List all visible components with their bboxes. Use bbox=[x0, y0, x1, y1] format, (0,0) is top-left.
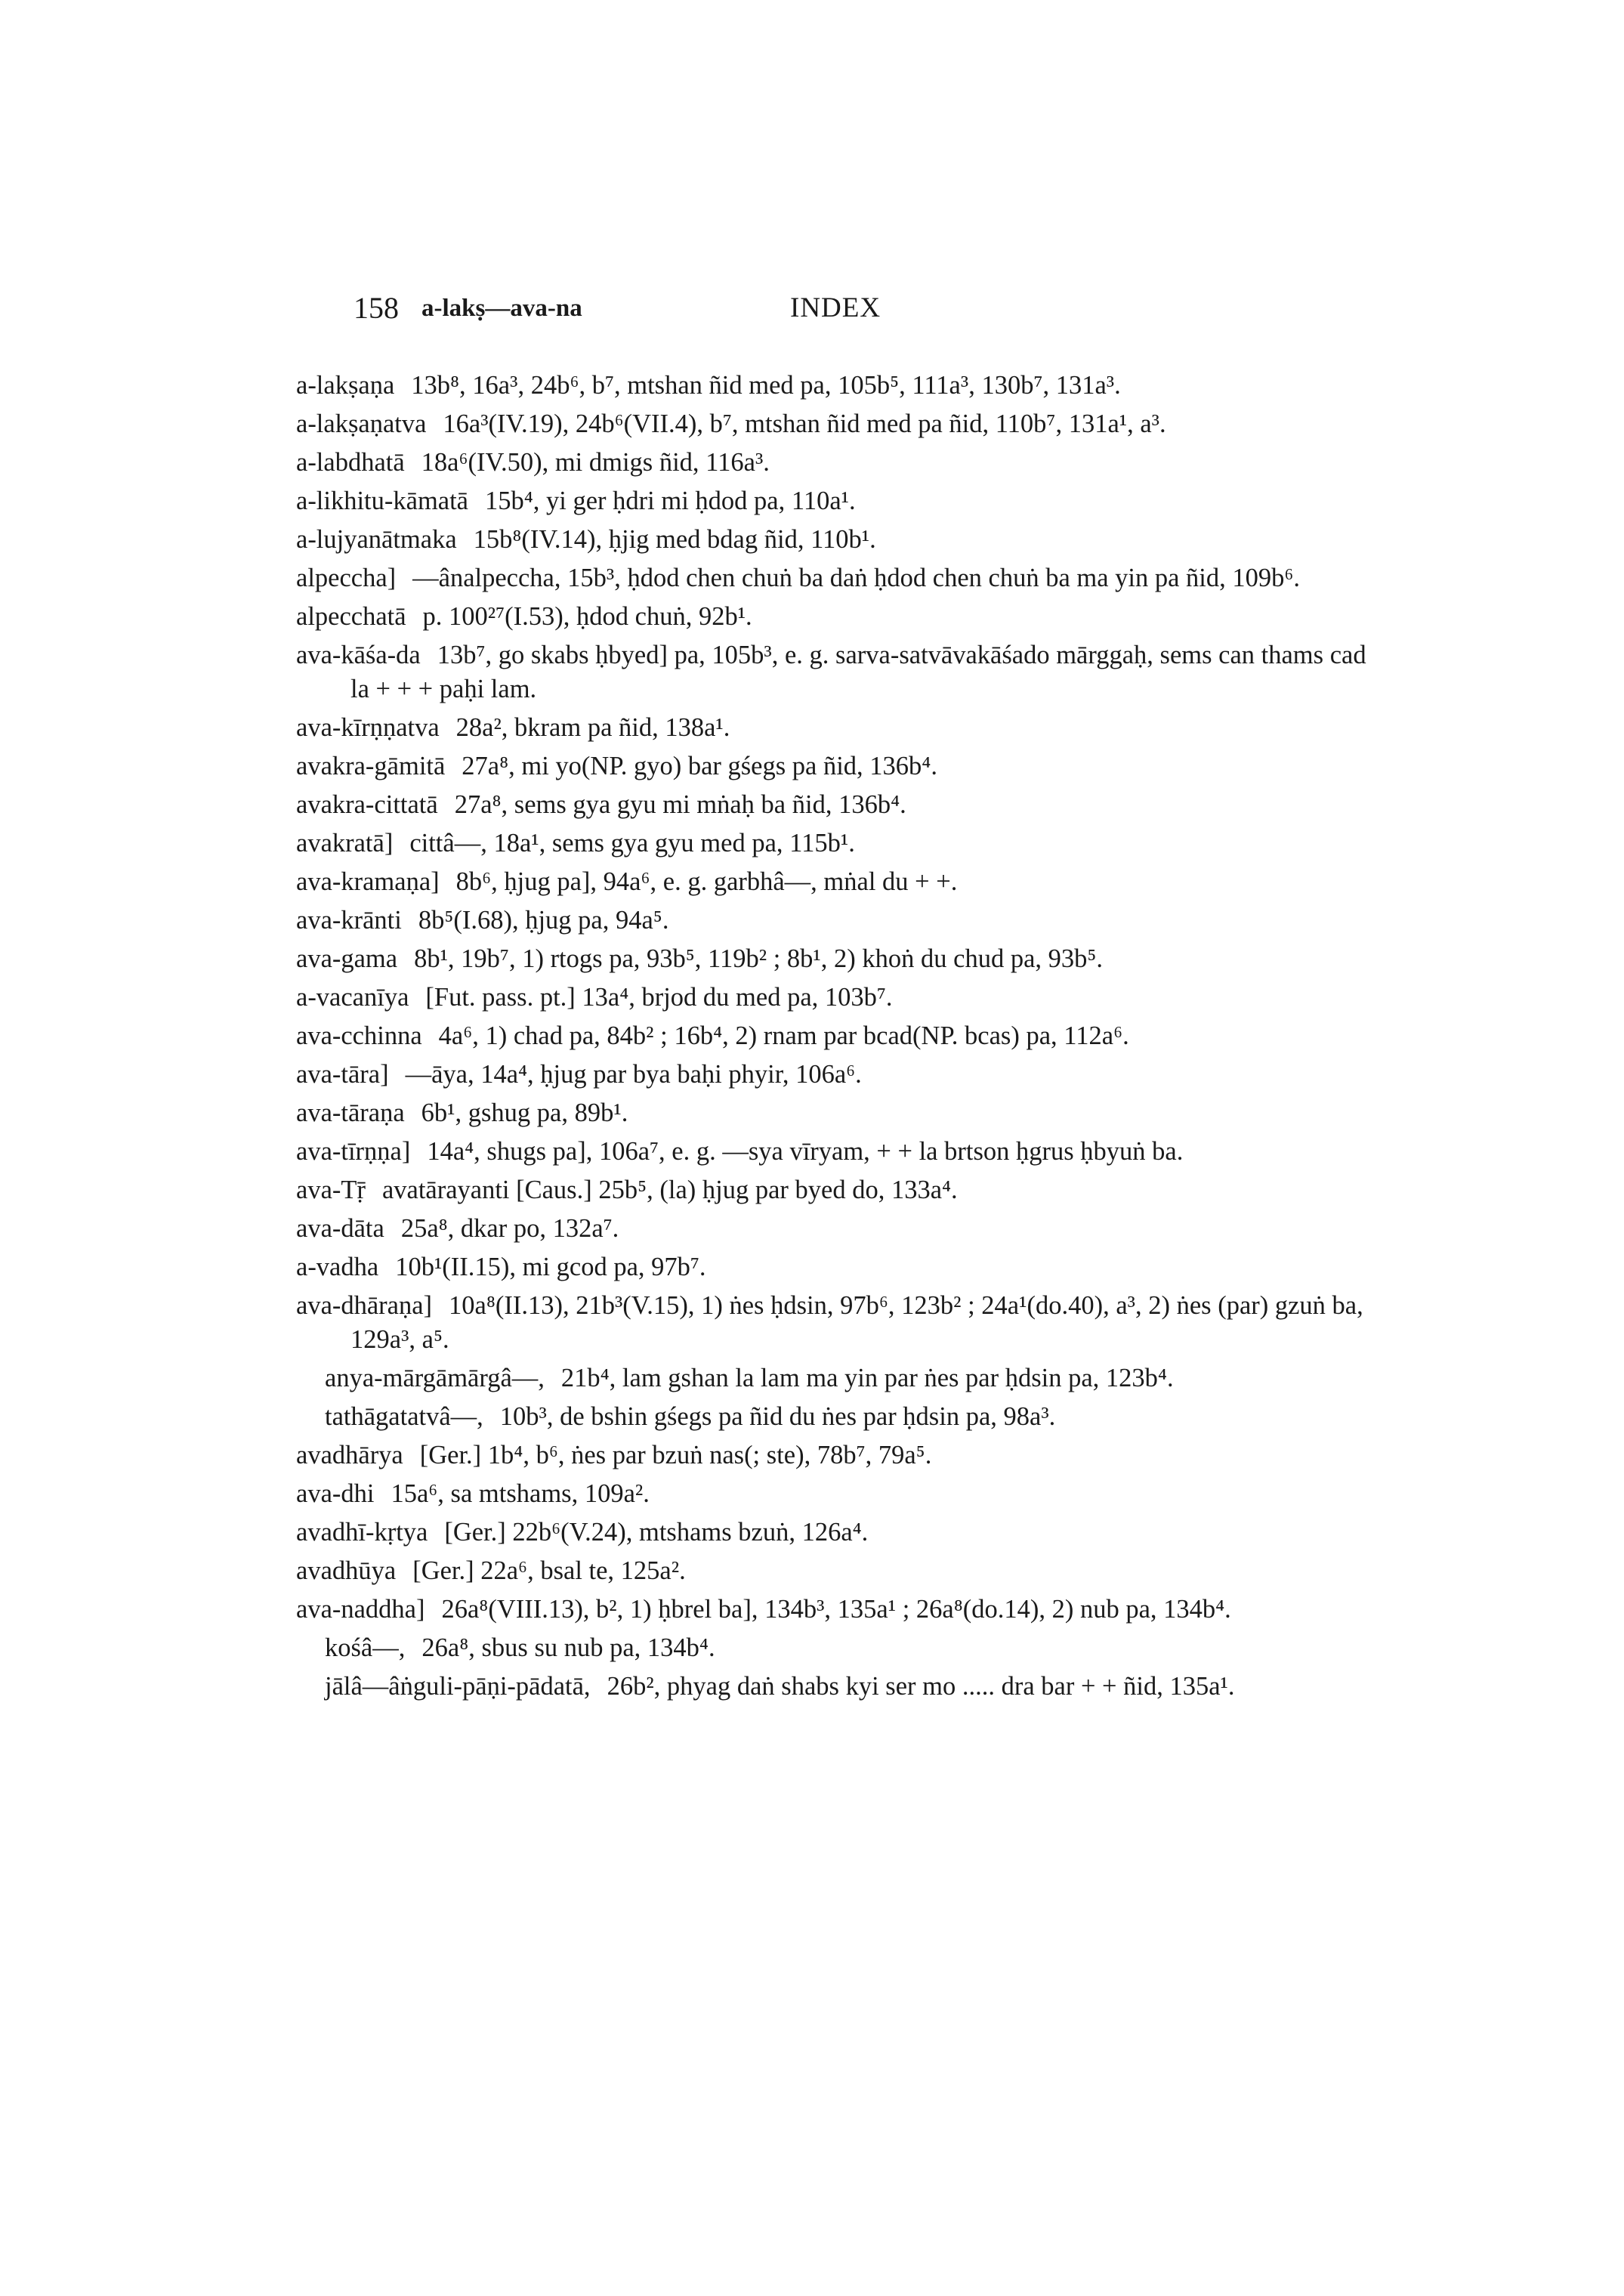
entry-headword: avakratā] bbox=[296, 829, 394, 858]
entry-headword: a-lakṣaṇatva bbox=[296, 409, 427, 438]
entry-headword: jālâ—âṅguli-pāṇi-pādatā, bbox=[325, 1672, 591, 1701]
entry-text: 18a⁶(IV.50), mi dmigs ñid, 116a³. bbox=[421, 448, 770, 477]
entry-headword: ava-dhi bbox=[296, 1479, 375, 1508]
entry-text: —ânalpeccha, 15b³, ḥdod chen chuṅ ba daṅ ḥdod chen chuṅ ba ma yin pa ñid, 109b⁶. bbox=[412, 564, 1301, 592]
index-entry bbox=[296, 1477, 1384, 1511]
entry-headword: ava-kramaṇa] bbox=[296, 867, 440, 896]
entry-headword: a-lakṣaṇa bbox=[296, 371, 395, 400]
entry-text: 8b¹, 19b⁷, 1) rtogs pa, 93b⁵, 119b² ; 8b¹, 2) khoṅ du chud pa, 93b⁵. bbox=[414, 944, 1104, 973]
entry-headword: kośâ—, bbox=[325, 1633, 406, 1662]
entry-headword: avakra-gāmitā bbox=[296, 752, 446, 780]
index-entry bbox=[296, 904, 1384, 938]
index-subentry bbox=[296, 1631, 1384, 1665]
index-entry bbox=[296, 1516, 1384, 1550]
entry-text: 26b², phyag daṅ shabs kyi ser mo ..... dra bar + + ñid, 135a¹. bbox=[607, 1672, 1235, 1701]
index-entry bbox=[296, 1173, 1384, 1207]
index-subentry bbox=[296, 1400, 1384, 1434]
entry-text: 6b¹, gshug pa, 89b¹. bbox=[421, 1099, 628, 1127]
index-entry bbox=[296, 600, 1384, 634]
entry-text: 16a³(IV.19), 24b⁶(VII.4), b⁷, mtshan ñid med pa ñid, 110b⁷, 131a¹, a³. bbox=[443, 409, 1166, 438]
index-entry bbox=[296, 1289, 1384, 1357]
entry-text: cittâ—, 18a¹, sems gya gyu med pa, 115b¹. bbox=[409, 829, 855, 858]
index-entry bbox=[296, 1554, 1384, 1588]
index-entry bbox=[296, 865, 1384, 899]
entry-text: 8b⁶, ḥjug pa], 94a⁶, e. g. garbhâ—, mṅal du + +. bbox=[455, 867, 958, 896]
entry-text: 13b⁸, 16a³, 24b⁶, b⁷, mtshan ñid med pa, 105b⁵, 111a³, 130b⁷, 131a³. bbox=[411, 371, 1121, 400]
entry-headword: ava-tīrṇṇa] bbox=[296, 1137, 411, 1166]
index-entry bbox=[296, 523, 1384, 557]
index-entry bbox=[296, 711, 1384, 745]
entry-headword: ava-dhāraṇa] bbox=[296, 1291, 433, 1320]
entry-headword: a-labdhatā bbox=[296, 448, 405, 477]
entry-headword: avadhī-kṛtya bbox=[296, 1518, 428, 1547]
entry-headword: ava-kīrṇṇatva bbox=[296, 713, 440, 742]
entry-text: 10b¹(II.15), mi gcod pa, 97b⁷. bbox=[395, 1253, 706, 1281]
entry-headword: ava-tāraṇa bbox=[296, 1099, 405, 1127]
index-entry bbox=[296, 942, 1384, 976]
index-entry bbox=[296, 407, 1384, 441]
entry-text: avatārayanti [Caus.] 25b⁵, (la) ḥjug par byed do, 133a⁴. bbox=[381, 1176, 958, 1204]
entry-text: 27a⁸, mi yo(NP. gyo) bar gśegs pa ñid, 136b⁴. bbox=[462, 752, 937, 780]
index-entries bbox=[296, 369, 1384, 1708]
index-entry bbox=[296, 981, 1384, 1015]
entry-text: —āya, 14a⁴, ḥjug par bya baḥi phyir, 106a⁶. bbox=[405, 1060, 862, 1089]
entry-headword: ava-naddha] bbox=[296, 1595, 425, 1624]
running-head-title: INDEX bbox=[790, 292, 881, 323]
running-head-range: a-lakṣ—ava-na bbox=[421, 295, 582, 322]
entry-headword: ava-cchinna bbox=[296, 1021, 422, 1050]
entry-text: 15b⁴, yi ger ḥdri mi ḥdod pa, 110a¹. bbox=[485, 487, 856, 515]
entry-text: 8b⁵(I.68), ḥjug pa, 94a⁵. bbox=[418, 906, 669, 935]
index-entry bbox=[296, 1019, 1384, 1053]
entry-text: [Fut. pass. pt.] 13a⁴, brjod du med pa, 103b⁷. bbox=[425, 983, 893, 1012]
entry-headword: ava-Tṝ bbox=[296, 1176, 366, 1204]
entry-headword: ava-krānti bbox=[296, 906, 402, 935]
entry-text: [Ger.] 1b⁴, b⁶, ṅes par bzuṅ nas(; ste), 78b⁷, 79a⁵. bbox=[419, 1441, 932, 1469]
index-entry bbox=[296, 638, 1384, 706]
entry-text: [Ger.] 22a⁶, bsal te, 125a². bbox=[412, 1556, 686, 1585]
entry-headword: alpecchatā bbox=[296, 602, 406, 631]
entry-text: 26a⁸(VIII.13), b², 1) ḥbrel ba], 134b³, 135a¹ ; 26a⁸(do.14), 2) nub pa, 134b⁴. bbox=[441, 1595, 1231, 1624]
index-entry bbox=[296, 369, 1384, 403]
entry-headword: a-vacanīya bbox=[296, 983, 409, 1012]
entry-text: 27a⁸, sems gya gyu mi mṅaḥ ba ñid, 136b⁴. bbox=[454, 790, 906, 819]
entry-text: 26a⁸, sbus su nub pa, 134b⁴. bbox=[421, 1633, 715, 1662]
page-number: 158 bbox=[354, 291, 399, 325]
entry-headword: avakra-cittatā bbox=[296, 790, 438, 819]
entry-headword: avadhārya bbox=[296, 1441, 403, 1469]
entry-text: p. 100²⁷(I.53), ḥdod chuṅ, 92b¹. bbox=[422, 602, 752, 631]
entry-text: 10b³, de bshin gśegs pa ñid du ṅes par ḥdsin pa, 98a³. bbox=[499, 1402, 1056, 1431]
entry-text: 4a⁶, 1) chad pa, 84b² ; 16b⁴, 2) rnam par bcad(NP. bcas) pa, 112a⁶. bbox=[438, 1021, 1129, 1050]
index-entry bbox=[296, 1096, 1384, 1130]
entry-text: 21b⁴, lam gshan la lam ma yin par ṅes par ḥdsin pa, 123b⁴. bbox=[560, 1364, 1174, 1392]
entry-text: [Ger.] 22b⁶(V.24), mtshams bzuṅ, 126a⁴. bbox=[444, 1518, 869, 1547]
index-subentry bbox=[296, 1670, 1384, 1704]
entry-headword: a-likhitu-kāmatā bbox=[296, 487, 468, 515]
page-header bbox=[354, 286, 1397, 331]
entry-headword: ava-kāśa-da bbox=[296, 641, 421, 669]
entry-headword: tathāgatatvâ—, bbox=[325, 1402, 483, 1431]
entry-text: 10a⁸(II.13), 21b³(V.15), 1) ṅes ḥdsin, 97b⁶, 123b² ; 24a¹(do.40), a³, 2) ṅes (par) gzuṅ ba, 129a³, a⁵. bbox=[350, 1291, 1363, 1354]
index-entry bbox=[296, 1135, 1384, 1169]
index-entry bbox=[296, 561, 1384, 595]
index-subentry bbox=[296, 1361, 1384, 1395]
index-entry bbox=[296, 1058, 1384, 1092]
entry-text: 14a⁴, shugs pa], 106a⁷, e. g. —sya vīryam, + + la brtson ḥgrus ḥbyuṅ ba. bbox=[427, 1137, 1184, 1166]
entry-text: 25a⁸, dkar po, 132a⁷. bbox=[400, 1214, 619, 1243]
index-entry bbox=[296, 446, 1384, 480]
entry-text: 15b⁸(IV.14), ḥjig med bdag ñid, 110b¹. bbox=[473, 525, 876, 554]
index-entry bbox=[296, 749, 1384, 783]
entry-text: 13b⁷, go skabs ḥbyed] pa, 105b³, e. g. sarva-satvāvakāśado mārggaḥ, sems can thams cad la + + + paḥi lam. bbox=[350, 641, 1366, 703]
index-entry bbox=[296, 1438, 1384, 1472]
entry-headword: avadhūya bbox=[296, 1556, 397, 1585]
entry-headword: ava-gama bbox=[296, 944, 398, 973]
index-entry bbox=[296, 1593, 1384, 1627]
entry-text: 15a⁶, sa mtshams, 109a². bbox=[391, 1479, 650, 1508]
index-entry bbox=[296, 788, 1384, 822]
entry-headword: ava-tāra] bbox=[296, 1060, 389, 1089]
index-entry bbox=[296, 1250, 1384, 1284]
entry-headword: ava-dāta bbox=[296, 1214, 384, 1243]
entry-headword: alpeccha] bbox=[296, 564, 397, 592]
entry-headword: a-lujyanātmaka bbox=[296, 525, 457, 554]
entry-text: 28a², bkram pa ñid, 138a¹. bbox=[455, 713, 730, 742]
entry-headword: anya-mārgāmārgâ—, bbox=[325, 1364, 545, 1392]
entry-headword: a-vadha bbox=[296, 1253, 379, 1281]
index-entry bbox=[296, 484, 1384, 518]
index-entry bbox=[296, 1212, 1384, 1246]
index-entry bbox=[296, 827, 1384, 861]
